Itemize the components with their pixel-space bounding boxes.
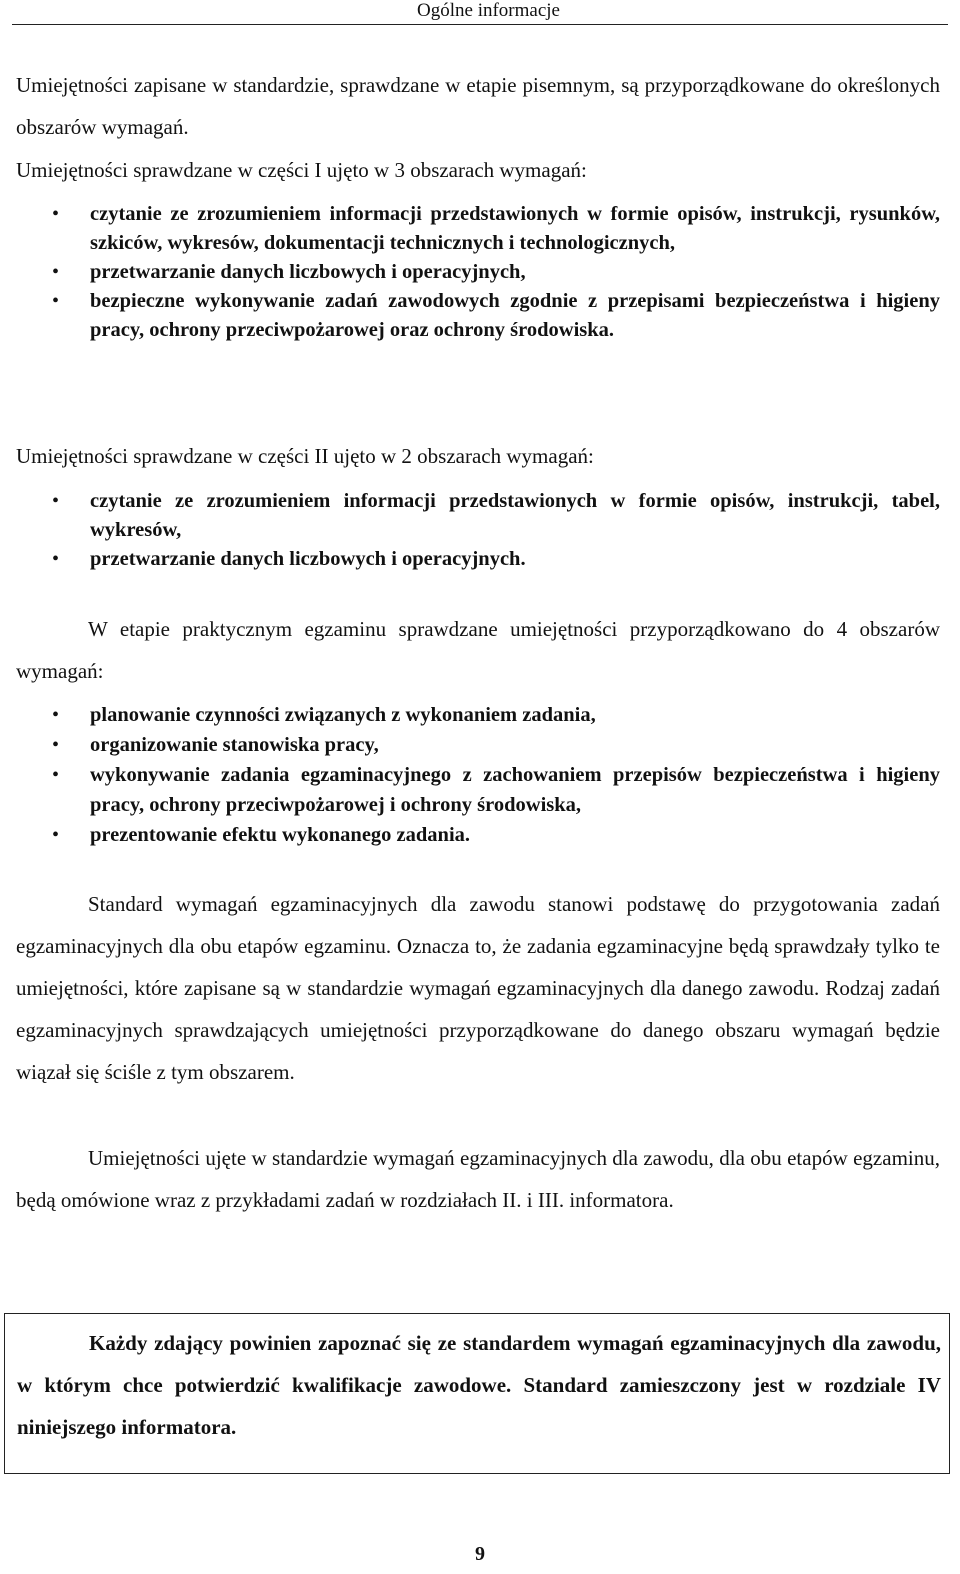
notice-text: Każdy zdający powinien zapoznać się ze standardem wymagań egzaminacyjnych dla zawodu, w którym chce potwierdzić kwalifikacje zawodowe. Standard zamieszczony jest w rozdziale IV niniejszego informatora. — [17, 1331, 941, 1439]
standard-paragraph: Standard wymagań egzaminacyjnych dla zawodu stanowi podstawę do przygotowania zadań egzaminacyjnych dla obu etapów egzaminu. Oznacza to, że zadania egzaminacyjne będą sprawdzały tylko te umiejętności, które zapisane są w standardzie wymagań egzaminacyjnych dla danego zawodu. Rodzaj zadań egzaminacyjnych sprawdzających umiejętności przyporządkowane do danego obszaru wymagań będzie wiązał się ściśle z tym obszarem. — [16, 892, 940, 1084]
page-number: 9 — [475, 1543, 485, 1565]
list-item: • przetwarzanie danych liczbowych i operacyjnych, — [16, 258, 940, 287]
page-header — [12, 0, 948, 25]
list-item: • czytanie ze zrozumieniem informacji przedstawionych w formie opisów, instrukcji, rysunków, szkiców, wykresów, dokumentacji technicznych i technologicznych, — [16, 200, 940, 258]
notice-box — [4, 1313, 950, 1474]
practical-list — [16, 700, 940, 850]
part2-list — [16, 487, 940, 574]
list-item: • planowanie czynności związanych z wykonaniem zadania, — [16, 700, 940, 730]
part2-intro: Umiejętności sprawdzane w części II ujęto w 2 obszarach wymagań: — [16, 444, 594, 468]
list-item: • przetwarzanie danych liczbowych i operacyjnych. — [16, 545, 940, 574]
practical-intro: W etapie praktycznym egzaminu sprawdzane umiejętności przyporządkowano do 4 obszarów wymagań: — [16, 617, 940, 683]
list-item: • prezentowanie efektu wykonanego zadania. — [16, 820, 940, 850]
list-item: • bezpieczne wykonywanie zadań zawodowych zgodnie z przepisami bezpieczeństwa i higieny pracy, ochrony przeciwpożarowej oraz ochrony środowiska. — [16, 287, 940, 345]
intro-paragraph: Umiejętności zapisane w standardzie, sprawdzane w etapie pisemnym, są przyporządkowane do określonych obszarów wymagań. — [16, 73, 940, 139]
part1-intro: Umiejętności sprawdzane w części I ujęto w 3 obszarach wymagań: — [16, 158, 587, 182]
chapters-paragraph: Umiejętności ujęte w standardzie wymagań egzaminacyjnych dla zawodu, dla obu etapów egzaminu, będą omówione wraz z przykładami zadań w rozdziałach II. i III. informatora. — [16, 1146, 940, 1212]
list-item: • czytanie ze zrozumieniem informacji przedstawionych w formie opisów, instrukcji, tabel, wykresów, — [16, 487, 940, 545]
list-item: • organizowanie stanowiska pracy, — [16, 730, 940, 760]
header-title: Ogólne informacje — [417, 0, 560, 21]
list-item: • wykonywanie zadania egzaminacyjnego z zachowaniem przepisów bezpieczeństwa i higieny pracy, ochrony przeciwpożarowej i ochrony środowiska, — [16, 760, 940, 820]
part1-list — [16, 200, 940, 345]
